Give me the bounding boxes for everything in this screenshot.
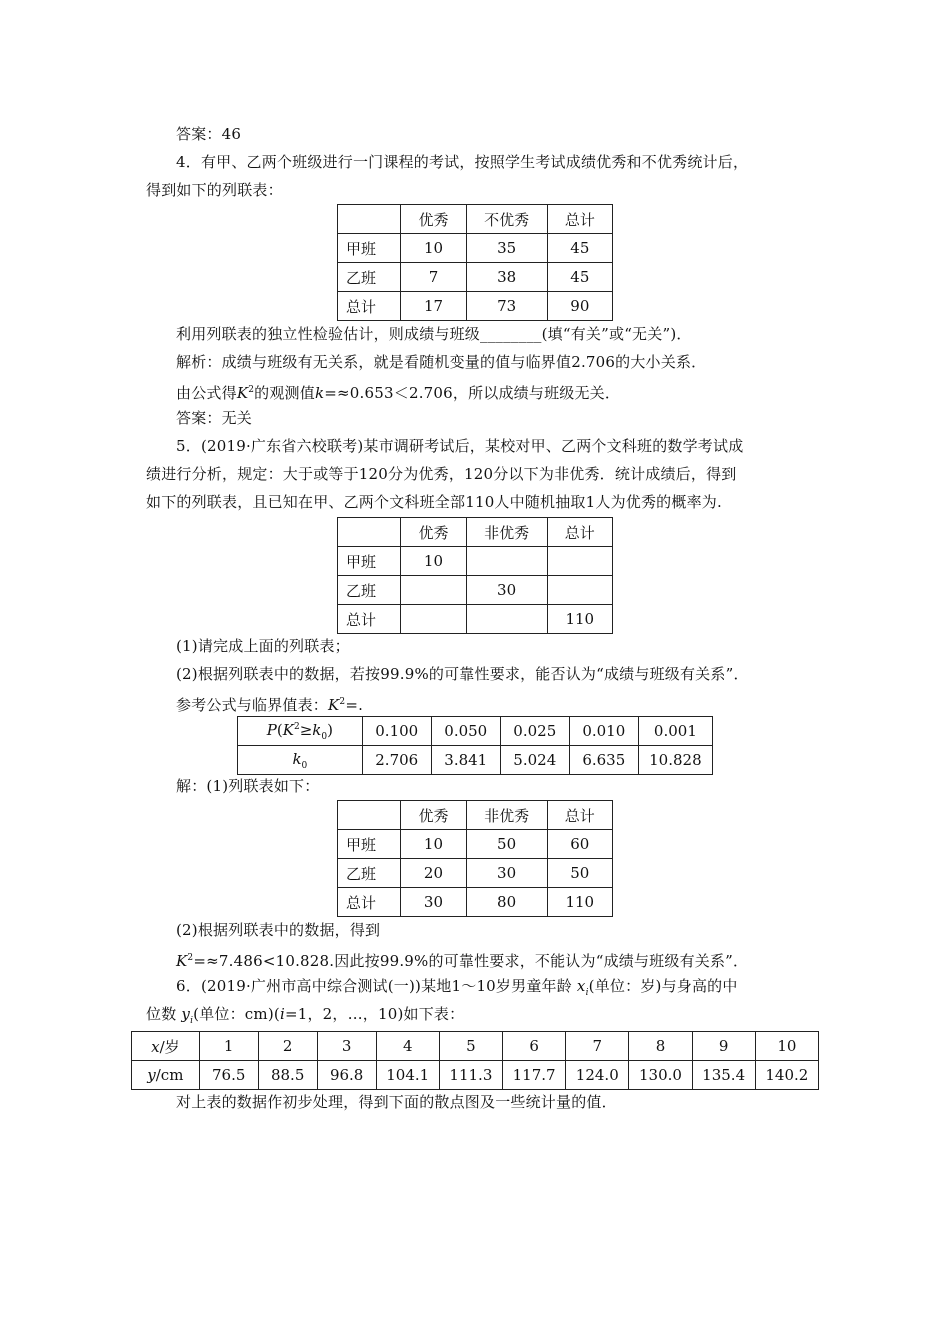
- table-cell: y/cm: [132, 1061, 200, 1090]
- table-cell: 6.635: [569, 746, 638, 775]
- table-cell: 10.828: [638, 746, 712, 775]
- question-5-part-1: (1)请完成上面的列联表；: [176, 637, 350, 655]
- table-cell: 30: [401, 888, 466, 917]
- table-cell: 5.024: [500, 746, 569, 775]
- contingency-table-q4: [337, 204, 613, 321]
- question-4-solution-1: 解析：成绩与班级有无关系，就是看随机变量的值与临界值2.706的大小关系．: [176, 353, 707, 371]
- question-6-line-2: 位数 $y_i$(单位：cm)(i=1，2，…，10)如下表：: [146, 1005, 465, 1026]
- table-row: [338, 518, 613, 547]
- table-cell: 9: [692, 1032, 755, 1061]
- table-cell: 非优秀: [466, 801, 547, 830]
- table-row: [338, 263, 613, 292]
- table-cell: 135.4: [692, 1061, 755, 1090]
- table-cell: 50: [547, 859, 612, 888]
- table-cell: 96.8: [317, 1061, 376, 1090]
- table-cell: 乙班: [338, 859, 401, 888]
- question-5-line-1: 5．(2019·广东省六校联考)某市调研考试后，某校对甲、乙两个文科班的数学考试成: [176, 437, 744, 455]
- table-cell: 0.100: [362, 717, 431, 746]
- table-cell: 6: [503, 1032, 566, 1061]
- table-cell: 111.3: [439, 1061, 502, 1090]
- table-cell: 乙班: [338, 263, 401, 292]
- question-4-line-3: 利用列联表的独立性检验估计，则成绩与班级________(填“有关”或“无关”)．: [176, 325, 692, 343]
- question-5-reference: 参考公式与临界值表：$K^2=$.: [176, 696, 364, 714]
- table-cell: 60: [547, 830, 612, 859]
- table-cell: [547, 547, 612, 576]
- table-cell: 2.706: [362, 746, 431, 775]
- table-cell: 3.841: [431, 746, 500, 775]
- table-cell: 110: [547, 888, 612, 917]
- table-cell: 17: [401, 292, 466, 321]
- table-row: [338, 888, 613, 917]
- answer-3: 答案：46: [176, 125, 242, 143]
- table-cell: 35: [466, 234, 547, 263]
- table-cell: 甲班: [338, 830, 401, 859]
- table-cell: [547, 576, 612, 605]
- table-cell: $k_0$: [238, 746, 363, 775]
- table-cell: [338, 801, 401, 830]
- table-cell: 124.0: [566, 1061, 629, 1090]
- table-cell: 45: [547, 234, 612, 263]
- table-cell: 130.0: [629, 1061, 692, 1090]
- table-row: [338, 547, 613, 576]
- table-cell: 0.010: [569, 717, 638, 746]
- table-row: [132, 1061, 819, 1090]
- table-cell: 38: [466, 263, 547, 292]
- table-row: [338, 292, 613, 321]
- table-cell: 优秀: [401, 205, 466, 234]
- table-cell: 甲班: [338, 547, 401, 576]
- table-cell: [338, 205, 401, 234]
- table-cell: [466, 547, 547, 576]
- table-cell: 优秀: [401, 518, 466, 547]
- question-5-part-2: (2)根据列联表中的数据，若按99.9%的可靠性要求，能否认为“成绩与班级有关系”．: [176, 665, 749, 683]
- table-cell: 总计: [338, 292, 401, 321]
- table-cell: 10: [755, 1032, 818, 1061]
- table-row: [338, 859, 613, 888]
- question-4-line-2: 得到如下的列联表：: [146, 181, 283, 199]
- question-5-solution-1: 解：(1)列联表如下：: [176, 777, 320, 795]
- question-4-line-1: 4．有甲、乙两个班级进行一门课程的考试，按照学生考试成绩优秀和不优秀统计后，: [176, 153, 749, 171]
- table-cell: [466, 605, 547, 634]
- contingency-table-q5-solution: [337, 800, 613, 917]
- answer-4: 答案：无关: [176, 409, 253, 427]
- question-5-line-2: 绩进行分析，规定：大于或等于120分为优秀，120分以下为非优秀．统计成绩后，得到: [146, 465, 737, 483]
- table-cell: 0.025: [500, 717, 569, 746]
- table-row: [338, 801, 613, 830]
- table-cell: 8: [629, 1032, 692, 1061]
- critical-value-table: [237, 716, 713, 775]
- table-cell: 50: [466, 830, 547, 859]
- table-row: [238, 746, 713, 775]
- table-cell: [401, 605, 466, 634]
- table-cell: [338, 518, 401, 547]
- contingency-table-q5: [337, 517, 613, 634]
- question-5-line-3: 如下的列联表，且已知在甲、乙两个文科班全部110人中随机抽取1人为优秀的概率为.: [146, 493, 722, 511]
- age-height-table-q6: [131, 1031, 819, 1090]
- question-5-solution-3: $K^2=\approx 7.486<10.828$.因此按99.9%的可靠性要求，不能认为“成绩与班级有关系”．: [176, 952, 749, 970]
- table-row: [338, 234, 613, 263]
- table-cell: 117.7: [503, 1061, 566, 1090]
- table-cell: 80: [466, 888, 547, 917]
- question-6-line-1: 6．(2019·广州市高中综合测试(一))某地1～10岁男童年龄 $x_i$(单位：岁)与身高的中: [176, 977, 738, 998]
- table-cell: 1: [199, 1032, 258, 1061]
- table-cell: 30: [466, 859, 547, 888]
- table-cell: 76.5: [199, 1061, 258, 1090]
- table-cell: 2: [258, 1032, 317, 1061]
- table-row: [238, 717, 713, 746]
- table-cell: $P(K^2\ge k_0)$: [238, 717, 363, 746]
- table-cell: x/岁: [132, 1032, 200, 1061]
- question-6-line-3: 对上表的数据作初步处理，得到下面的散点图及一些统计量的值．: [176, 1093, 617, 1111]
- table-cell: 3: [317, 1032, 376, 1061]
- question-5-solution-2: (2)根据列联表中的数据，得到: [176, 921, 381, 939]
- table-cell: 非优秀: [466, 518, 547, 547]
- table-cell: 90: [547, 292, 612, 321]
- table-cell: 0.050: [431, 717, 500, 746]
- table-cell: 0.001: [638, 717, 712, 746]
- table-cell: 140.2: [755, 1061, 818, 1090]
- table-cell: 7: [401, 263, 466, 292]
- table-row: [338, 605, 613, 634]
- table-cell: 5: [439, 1032, 502, 1061]
- table-cell: 10: [401, 547, 466, 576]
- table-cell: 总计: [547, 801, 612, 830]
- table-cell: 10: [401, 830, 466, 859]
- table-cell: 10: [401, 234, 466, 263]
- table-cell: 45: [547, 263, 612, 292]
- table-cell: 88.5: [258, 1061, 317, 1090]
- table-cell: 20: [401, 859, 466, 888]
- table-row: [132, 1032, 819, 1061]
- table-row: [338, 576, 613, 605]
- table-cell: [401, 576, 466, 605]
- question-4-solution-2: 由公式得$K^2$的观测值k=≈0.653＜2.706，所以成绩与班级无关．: [176, 384, 621, 402]
- table-cell: 总计: [338, 605, 401, 634]
- table-cell: 总计: [338, 888, 401, 917]
- table-cell: 甲班: [338, 234, 401, 263]
- table-row: [338, 830, 613, 859]
- table-cell: 7: [566, 1032, 629, 1061]
- table-cell: 104.1: [376, 1061, 439, 1090]
- table-cell: 73: [466, 292, 547, 321]
- table-cell: 不优秀: [466, 205, 547, 234]
- table-cell: 110: [547, 605, 612, 634]
- table-row: [338, 205, 613, 234]
- table-cell: 4: [376, 1032, 439, 1061]
- table-cell: 优秀: [401, 801, 466, 830]
- table-cell: 乙班: [338, 576, 401, 605]
- table-cell: 总计: [547, 205, 612, 234]
- table-cell: 30: [466, 576, 547, 605]
- table-cell: 总计: [547, 518, 612, 547]
